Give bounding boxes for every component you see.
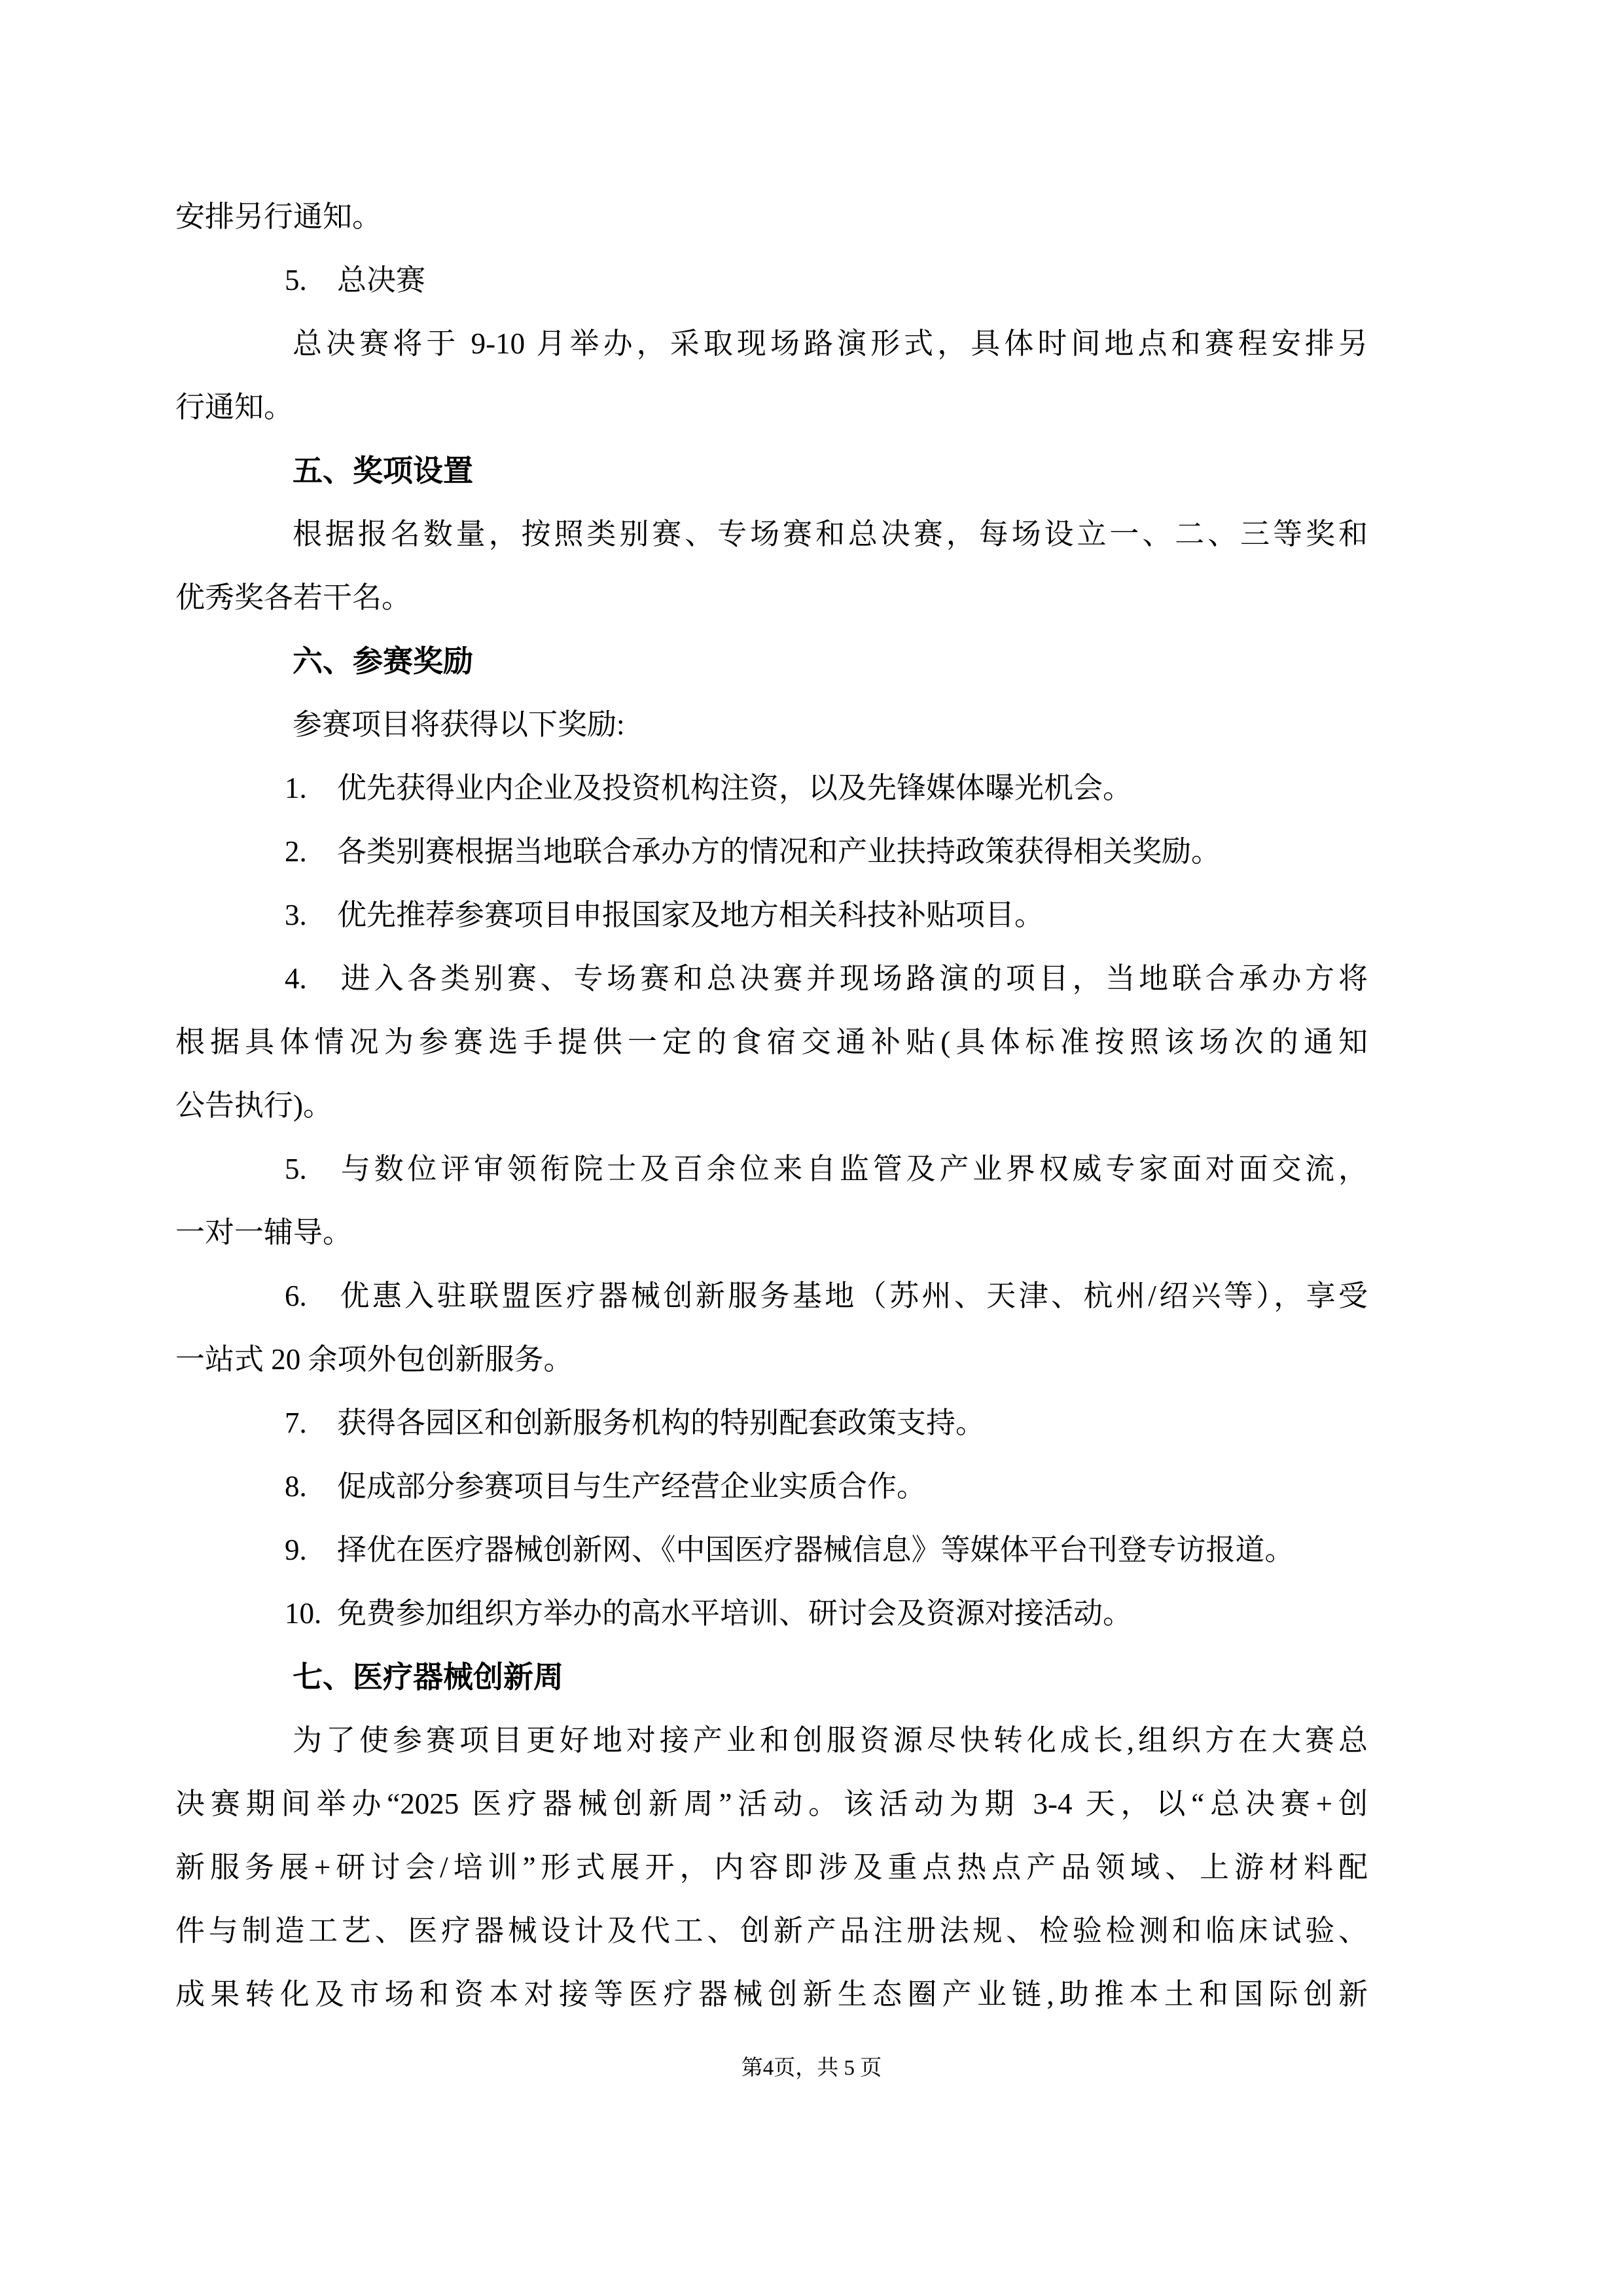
list-item-number: 5. [285,1153,307,1185]
list-item-text: 优先推荐参赛项目申报国家及地方相关科技补贴项目。 [337,899,1044,931]
list-item-number: 9. [285,1534,307,1566]
list-item [175,1265,1368,1328]
list-item [175,884,1368,947]
list-item-number: 3. [285,899,307,931]
list-item-text: 与数位评审领衔院士及百余位来自监管及产业界权威专家面对面交流， [337,1153,1368,1185]
list-item-text: 择优在医疗器械创新网、《中国医疗器械信息》等媒体平台刊登专访报道。 [337,1534,1294,1566]
list-item [175,1582,1368,1645]
text-line: 一站式 20 余项外包创新服务。 [175,1343,573,1376]
list-item-number: 2. [285,835,307,868]
list-item [175,249,1368,312]
text-line: 成果转化及市场和资本对接等医疗器械创新生态圈产业链,助推本土和国际创新 [175,1978,1368,2011]
list-item-text: 获得各园区和创新服务机构的特别配套政策支持。 [337,1407,986,1439]
list-item-number: 6. [285,1280,307,1312]
list-item-text: 进入各类别赛、专场赛和总决赛并现场路演的项目，当地联合承办方将 [337,962,1368,995]
list-item-text: 各类别赛根据当地联合承办方的情况和产业扶持政策获得相关奖励。 [337,835,1221,868]
list-item-text: 总决赛 [337,264,426,296]
text-line: 总决赛将于 9-10 月举办，采取现场路演形式，具体时间地点和赛程安排另 [293,327,1368,360]
list-item-number: 7. [285,1407,307,1439]
page-footer: 第4页，共 5 页 [741,2056,882,2080]
list-item [175,947,1368,1011]
text-line: 优秀奖各若干名。 [175,581,412,614]
list-item-number: 4. [285,962,307,995]
list-item [175,820,1368,884]
text-line: 公告执行)。 [175,1089,332,1122]
text-line: 新服务展+研讨会/培训”形式展开，内容即涉及重点热点产品领域、上游材料配 [175,1851,1368,1884]
list-item [175,1391,1368,1455]
section-heading: 七、医疗器械创新周 [293,1660,563,1694]
text-line: 安排另行通知。 [175,200,382,233]
list-item-number: 1. [285,772,307,804]
text-line: 参赛项目将获得以下奖励: [293,708,625,741]
document-body [175,185,1368,2026]
list-item-text: 优先获得业内企业及投资机构注资，以及先锋媒体曝光机会。 [337,772,1133,804]
list-item [175,1138,1368,1201]
text-line: 件与制造工艺、医疗器械设计及代工、创新产品注册法规、检验检测和临床试验、 [175,1914,1368,1947]
section-heading: 六、参赛奖励 [293,644,473,678]
list-item-number: 8. [285,1470,307,1503]
text-line: 决赛期间举办“2025 医疗器械创新周”活动。该活动为期 3-4 天，以“总决赛+创 [175,1787,1368,1820]
list-item [175,1455,1368,1518]
text-line: 根据报名数量，按照类别赛、专场赛和总决赛，每场设立一、二、三等奖和 [293,518,1368,550]
text-line: 根据具体情况为参赛选手提供一定的食宿交通补贴(具体标准按照该场次的通知 [175,1026,1368,1058]
text-line: 为了使参赛项目更好地对接产业和创服资源尽快转化成长,组织方在大赛总 [293,1724,1368,1757]
list-item [175,1518,1368,1582]
list-item [175,757,1368,820]
list-item-text: 优惠入驻联盟医疗器械创新服务基地（苏州、天津、杭州/绍兴等），享受 [337,1280,1368,1312]
section-heading: 五、奖项设置 [293,454,473,488]
list-item-number: 5. [285,264,307,296]
list-item-number: 10. [285,1597,322,1630]
text-line: 一对一辅导。 [175,1216,353,1249]
text-line: 行通知。 [175,391,294,423]
list-item-text: 免费参加组织方举办的高水平培训、研讨会及资源对接活动。 [337,1597,1133,1630]
list-item-text: 促成部分参赛项目与生产经营企业实质合作。 [337,1470,927,1503]
